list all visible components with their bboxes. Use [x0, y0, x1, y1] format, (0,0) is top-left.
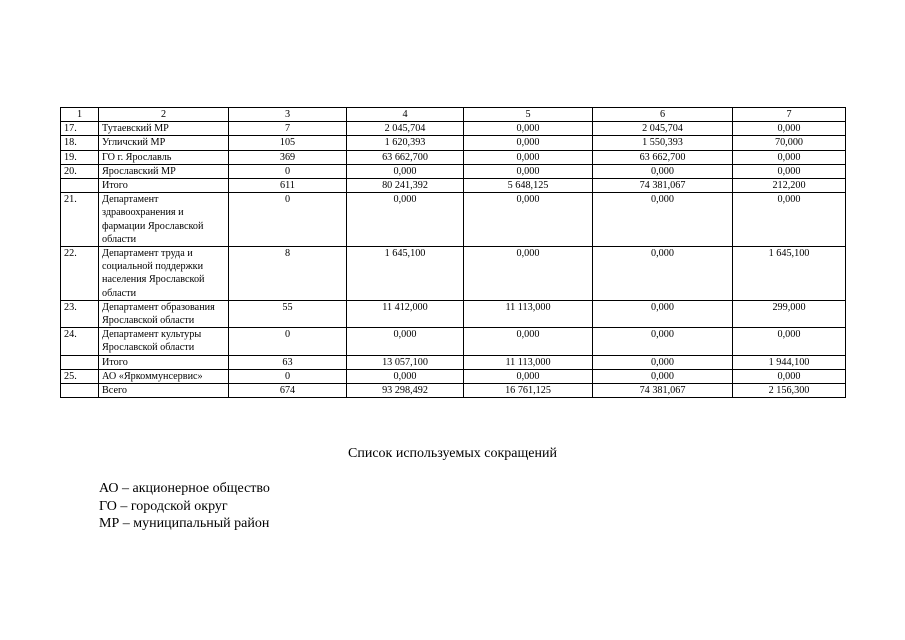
table-row — [61, 300, 846, 327]
cell-col3: 7 — [229, 122, 347, 136]
row-name: Итого — [99, 179, 229, 193]
row-number — [61, 384, 99, 398]
cell-col4: 13 057,100 — [347, 355, 464, 369]
table-row — [61, 247, 846, 301]
header-cell: 7 — [733, 108, 846, 122]
cell-col5: 0,000 — [464, 369, 593, 383]
cell-col4: 93 298,492 — [347, 384, 464, 398]
row-name: ГО г. Ярославль — [99, 150, 229, 164]
abbreviations-list — [99, 480, 270, 533]
cell-col6: 0,000 — [593, 247, 733, 301]
cell-col5: 16 761,125 — [464, 384, 593, 398]
row-number — [61, 179, 99, 193]
cell-col5: 0,000 — [464, 328, 593, 355]
row-name: Угличский МР — [99, 136, 229, 150]
cell-col6: 74 381,067 — [593, 179, 733, 193]
cell-col3: 0 — [229, 193, 347, 247]
cell-col3: 611 — [229, 179, 347, 193]
cell-col6: 1 550,393 — [593, 136, 733, 150]
table-row — [61, 136, 846, 150]
cell-col7: 1 944,100 — [733, 355, 846, 369]
cell-col5: 0,000 — [464, 164, 593, 178]
table-row — [61, 369, 846, 383]
data-table — [60, 107, 846, 398]
cell-col4: 0,000 — [347, 328, 464, 355]
row-name: АО «Яркоммунсервис» — [99, 369, 229, 383]
row-name: Тутаевский МР — [99, 122, 229, 136]
row-number: 21. — [61, 193, 99, 247]
cell-col5: 0,000 — [464, 122, 593, 136]
cell-col4: 0,000 — [347, 164, 464, 178]
row-number: 17. — [61, 122, 99, 136]
cell-col7: 0,000 — [733, 164, 846, 178]
row-number: 25. — [61, 369, 99, 383]
cell-col6: 0,000 — [593, 164, 733, 178]
table-subtotal-row — [61, 179, 846, 193]
row-name: Ярославский МР — [99, 164, 229, 178]
cell-col7: 0,000 — [733, 122, 846, 136]
cell-col5: 0,000 — [464, 193, 593, 247]
cell-col5: 0,000 — [464, 247, 593, 301]
cell-col4: 1 645,100 — [347, 247, 464, 301]
abbreviation-item: МР – муниципальный район — [99, 516, 270, 531]
cell-col3: 674 — [229, 384, 347, 398]
table-row — [61, 193, 846, 247]
cell-col3: 0 — [229, 328, 347, 355]
cell-col7: 2 156,300 — [733, 384, 846, 398]
cell-col6: 74 381,067 — [593, 384, 733, 398]
cell-col7: 70,000 — [733, 136, 846, 150]
header-cell: 3 — [229, 108, 347, 122]
header-cell: 1 — [61, 108, 99, 122]
row-number: 18. — [61, 136, 99, 150]
cell-col6: 0,000 — [593, 300, 733, 327]
cell-col6: 0,000 — [593, 369, 733, 383]
cell-col7: 212,200 — [733, 179, 846, 193]
row-name: Департамент образования Ярославской области — [99, 300, 229, 327]
cell-col3: 369 — [229, 150, 347, 164]
cell-col7: 0,000 — [733, 328, 846, 355]
table-header-row — [61, 108, 846, 122]
cell-col3: 8 — [229, 247, 347, 301]
row-number: 20. — [61, 164, 99, 178]
cell-col4: 2 045,704 — [347, 122, 464, 136]
cell-col6: 63 662,700 — [593, 150, 733, 164]
cell-col4: 0,000 — [347, 369, 464, 383]
cell-col7: 0,000 — [733, 193, 846, 247]
row-number: 23. — [61, 300, 99, 327]
cell-col3: 63 — [229, 355, 347, 369]
abbreviations-title: Список используемых сокращений — [348, 446, 557, 461]
row-number: 19. — [61, 150, 99, 164]
row-number: 22. — [61, 247, 99, 301]
cell-col4: 1 620,393 — [347, 136, 464, 150]
row-name: Департамент культуры Ярославской области — [99, 328, 229, 355]
cell-col4: 63 662,700 — [347, 150, 464, 164]
cell-col5: 11 113,000 — [464, 355, 593, 369]
table-subtotal-row — [61, 355, 846, 369]
row-number — [61, 355, 99, 369]
cell-col5: 0,000 — [464, 150, 593, 164]
header-cell: 2 — [99, 108, 229, 122]
cell-col3: 0 — [229, 164, 347, 178]
row-number: 24. — [61, 328, 99, 355]
table-row — [61, 164, 846, 178]
cell-col7: 0,000 — [733, 369, 846, 383]
cell-col4: 80 241,392 — [347, 179, 464, 193]
table-row — [61, 122, 846, 136]
table-row — [61, 328, 846, 355]
cell-col7: 1 645,100 — [733, 247, 846, 301]
row-name: Департамент труда и социальной поддержки населения Ярославской области — [99, 247, 229, 301]
table-total-row — [61, 384, 846, 398]
cell-col6: 0,000 — [593, 193, 733, 247]
cell-col6: 0,000 — [593, 355, 733, 369]
cell-col7: 0,000 — [733, 150, 846, 164]
row-name: Всего — [99, 384, 229, 398]
cell-col5: 5 648,125 — [464, 179, 593, 193]
cell-col4: 0,000 — [347, 193, 464, 247]
header-cell: 6 — [593, 108, 733, 122]
cell-col3: 105 — [229, 136, 347, 150]
row-name: Итого — [99, 355, 229, 369]
abbreviation-item: ГО – городской округ — [99, 498, 228, 514]
cell-col5: 0,000 — [464, 136, 593, 150]
cell-col4: 11 412,000 — [347, 300, 464, 327]
cell-col7: 299,000 — [733, 300, 846, 327]
header-cell: 5 — [464, 108, 593, 122]
cell-col3: 0 — [229, 369, 347, 383]
header-cell: 4 — [347, 108, 464, 122]
table-row — [61, 150, 846, 164]
cell-col5: 11 113,000 — [464, 300, 593, 327]
cell-col6: 0,000 — [593, 328, 733, 355]
abbreviation-item: АО – акционерное общество — [99, 481, 270, 496]
row-name: Департамент здравоохранения и фармации Ярославской области — [99, 193, 229, 247]
cell-col3: 55 — [229, 300, 347, 327]
cell-col6: 2 045,704 — [593, 122, 733, 136]
